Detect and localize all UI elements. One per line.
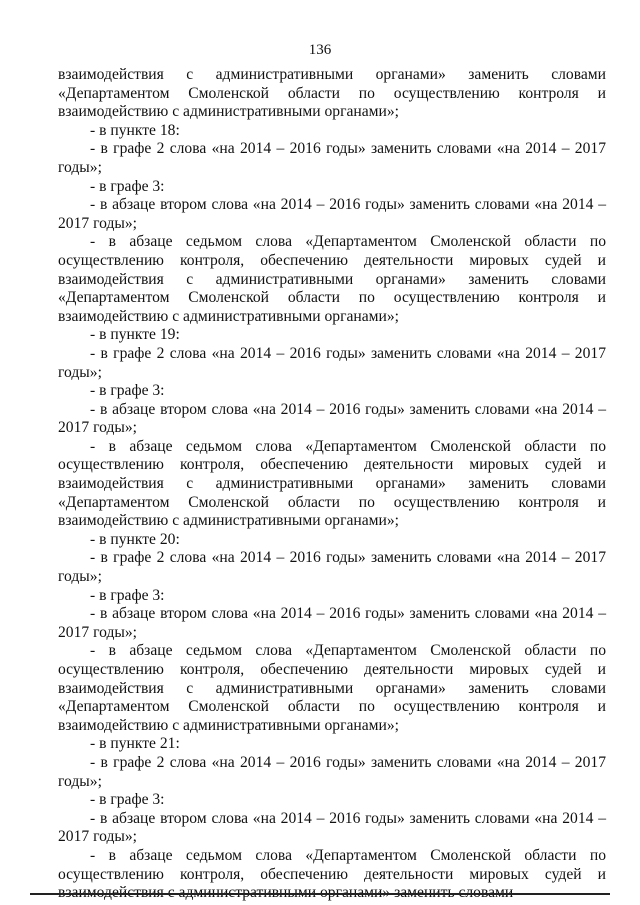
paragraph: - в абзаце седьмом слова «Департаментом Смоленской области по осуществлению контроля, обеспечению деятельности мировых судей и взаимодействия с административными органами» заменить словами «Департаментом Смоленской области по осуществлению контроля и взаимодействию с административными органами»; — [58, 642, 606, 734]
paragraph: - в графе 3: — [90, 586, 165, 604]
paragraph: - в абзаце втором слова «на 2014 – 2016 годы» заменить словами «на 2014 – 2017 годы»; — [58, 196, 606, 232]
bottom-rule — [30, 893, 610, 895]
paragraph: - в абзаце втором слова «на 2014 – 2016 годы» заменить словами «на 2014 – 2017 годы»; — [58, 605, 606, 641]
page-number: 136 — [308, 42, 332, 58]
paragraph: взаимодействия с административными органами» заменить словами «Департаментом Смоленской области по осуществлению контроля и взаимодействию с административными органами»; — [58, 66, 606, 121]
document-body — [58, 66, 606, 903]
paragraph: - в пункте 21: — [90, 735, 180, 753]
paragraph: - в графе 3: — [90, 382, 165, 400]
paragraph: - в абзаце седьмом слова «Департаментом Смоленской области по осуществлению контроля, обеспечению деятельности мировых судей и взаимодействия с административными органами» заменить словами «Департаментом Смоленской области по осуществлению контроля и взаимодействию с административными органами»; — [58, 233, 606, 325]
paragraph: - в пункте 19: — [90, 326, 180, 344]
paragraph: - в пункте 20: — [90, 530, 180, 548]
paragraph: - в графе 2 слова «на 2014 – 2016 годы» заменить словами «на 2014 – 2017 годы»; — [58, 140, 606, 176]
paragraph: - в графе 3: — [90, 791, 165, 809]
paragraph: - в абзаце втором слова «на 2014 – 2016 годы» заменить словами «на 2014 – 2017 годы»; — [58, 400, 606, 437]
paragraph: - в графе 2 слова «на 2014 – 2016 годы» заменить словами «на 2014 – 2017 годы»; — [58, 344, 606, 381]
paragraph: - в абзаце седьмом слова «Департаментом Смоленской области по осуществлению контроля, обеспечению деятельности мировых судей и — [58, 846, 606, 883]
paragraph: - в графе 3: — [90, 177, 165, 195]
paragraph: - в графе 2 слова «на 2014 – 2016 годы» заменить словами «на 2014 – 2017 годы»; — [58, 549, 606, 586]
paragraph: - в абзаце седьмом слова «Департаментом Смоленской области по осуществлению контроля, обеспечению деятельности мировых судей и взаимодействия с административными органами» заменить словами «Департаментом Смоленской области по осуществлению контроля и взаимодействию с административными органами»; — [58, 437, 606, 530]
paragraph: - в графе 2 слова «на 2014 – 2016 годы» заменить словами «на 2014 – 2017 годы»; — [58, 753, 606, 790]
paragraph: - в пункте 18: — [90, 121, 180, 139]
paragraph: - в абзаце втором слова «на 2014 – 2016 годы» заменить словами «на 2014 – 2017 годы»; — [58, 809, 606, 846]
